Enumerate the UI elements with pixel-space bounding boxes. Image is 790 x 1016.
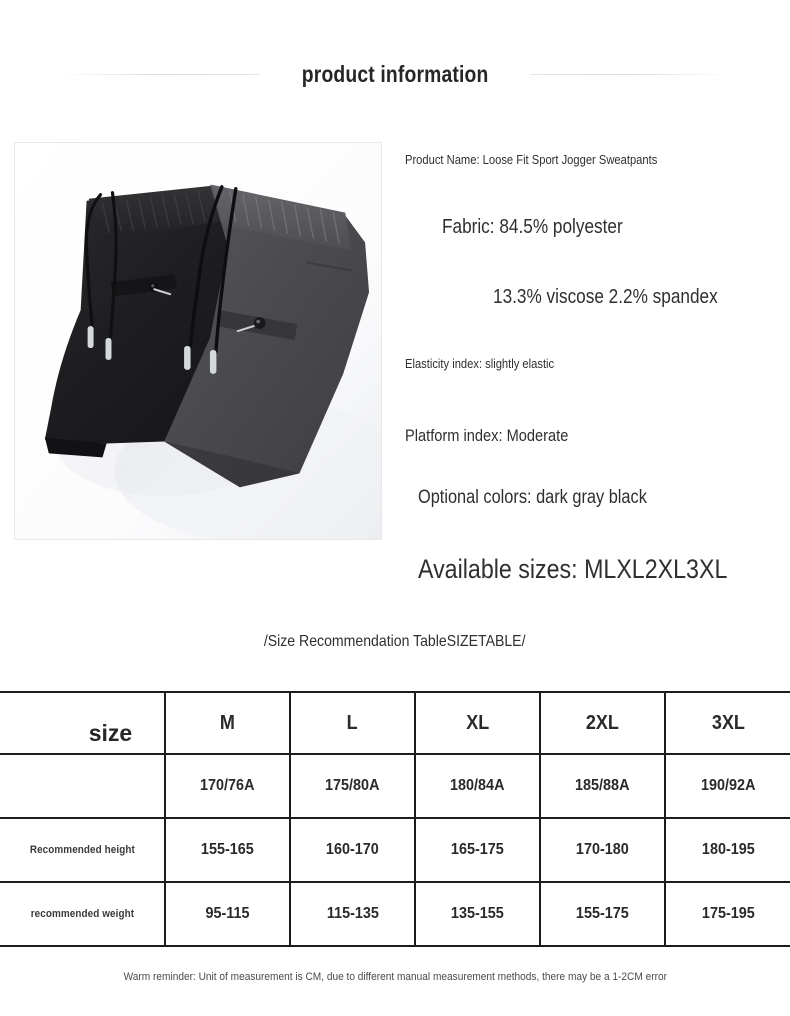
row-label-spec bbox=[0, 754, 165, 818]
table-col-header-m bbox=[165, 692, 290, 754]
table-col-header-xl bbox=[415, 692, 540, 754]
cell-text: 180/84A bbox=[450, 777, 505, 794]
row-label-weight-text: recommended weight bbox=[30, 908, 134, 920]
size-table-title-text: /Size Recommendation TableSIZETABLE/ bbox=[264, 633, 526, 650]
row-label-recommended-height bbox=[0, 818, 165, 882]
cell-text: 115-135 bbox=[326, 905, 379, 922]
cell-text: 175/80A bbox=[325, 777, 380, 794]
detail-product-name: Product Name: Loose Fit Sport Jogger Sweatpants bbox=[405, 152, 658, 167]
table-cell bbox=[290, 818, 415, 882]
table-corner-label: size bbox=[0, 692, 165, 754]
col-header-l-text: L bbox=[347, 711, 359, 734]
table-row bbox=[0, 818, 790, 882]
product-photo bbox=[14, 142, 382, 540]
table-cell bbox=[665, 754, 790, 818]
table-col-header-3xl bbox=[665, 692, 790, 754]
table-cell bbox=[165, 882, 290, 946]
cell-text: 175-195 bbox=[701, 905, 755, 922]
table-cell bbox=[540, 818, 665, 882]
product-details bbox=[398, 142, 790, 592]
detail-elasticity-index: Elasticity index: slightly elastic bbox=[405, 356, 555, 371]
col-header-m-text: M bbox=[220, 711, 236, 734]
table-cell bbox=[290, 882, 415, 946]
measurement-disclaimer bbox=[0, 971, 790, 983]
page-header bbox=[0, 54, 790, 94]
col-header-2xl-text: 2XL bbox=[585, 711, 620, 734]
col-header-3xl-text: 3XL bbox=[711, 711, 745, 734]
cell-text: 155-165 bbox=[201, 841, 255, 858]
table-cell bbox=[415, 754, 540, 818]
size-recommendation-table bbox=[0, 691, 790, 947]
size-table-title bbox=[0, 633, 790, 651]
col-header-xl-text: XL bbox=[466, 711, 490, 734]
detail-fabric-primary: Fabric: 84.5% polyester bbox=[442, 216, 623, 238]
page-title: product information bbox=[301, 60, 489, 87]
row-label-height-text: Recommended height bbox=[29, 844, 135, 856]
measurement-disclaimer-text: Warm reminder: Unit of measurement is CM, due to different manual measurement methods, there may be a 1-2CM error bbox=[123, 971, 667, 983]
detail-platform-index: Platform index: Moderate bbox=[405, 426, 569, 445]
table-cell bbox=[165, 818, 290, 882]
cell-text: 155-175 bbox=[576, 905, 629, 922]
cell-text: 170-180 bbox=[576, 841, 629, 858]
cell-text: 190/92A bbox=[700, 777, 756, 794]
table-cell bbox=[540, 882, 665, 946]
cell-text: 165-175 bbox=[451, 841, 504, 858]
table-row bbox=[0, 882, 790, 946]
header-rule-left bbox=[60, 74, 260, 75]
table-cell bbox=[665, 882, 790, 946]
detail-available-sizes: Available sizes: MLXL2XL3XL bbox=[418, 554, 728, 584]
table-cell bbox=[290, 754, 415, 818]
cell-text: 180-195 bbox=[701, 841, 755, 858]
detail-fabric-secondary: 13.3% viscose 2.2% spandex bbox=[493, 286, 718, 308]
product-photo-illustration bbox=[15, 143, 381, 539]
table-cell bbox=[415, 882, 540, 946]
header-rule-right bbox=[530, 74, 730, 75]
table-col-header-2xl bbox=[540, 692, 665, 754]
table-row bbox=[0, 754, 790, 818]
cell-text: 160-170 bbox=[326, 841, 380, 858]
table-col-header-l bbox=[290, 692, 415, 754]
cell-text: 185/88A bbox=[575, 777, 630, 794]
table-cell bbox=[540, 754, 665, 818]
table-cell bbox=[415, 818, 540, 882]
cell-text: 170/76A bbox=[200, 777, 255, 794]
row-label-recommended-weight bbox=[0, 882, 165, 946]
table-header-row bbox=[0, 692, 790, 754]
table-cell bbox=[165, 754, 290, 818]
table-cell bbox=[665, 818, 790, 882]
cell-text: 135-155 bbox=[451, 905, 504, 922]
cell-text: 95-115 bbox=[205, 905, 250, 922]
detail-optional-colors: Optional colors: dark gray black bbox=[418, 487, 647, 508]
